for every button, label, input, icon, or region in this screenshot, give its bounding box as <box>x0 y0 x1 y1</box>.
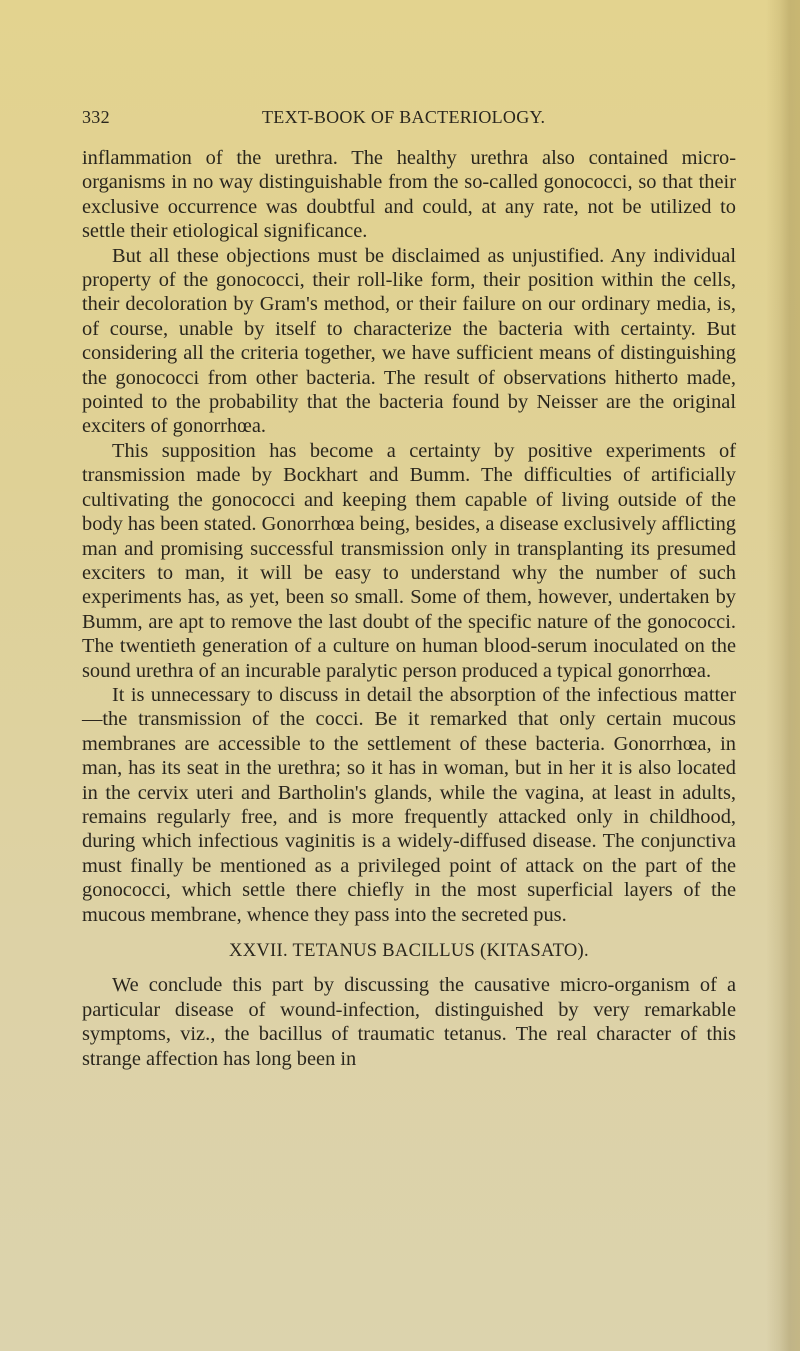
paragraph-continued: inflammation of the urethra. The healthy urethra also contained micro-organisms in no way distinguishable from the so-called gonococci, so that their exclusive occurrence was doubtful and could, at any rate, not be utilized to settle their etiological significance. <box>82 147 736 243</box>
section-heading: XXVII. TETANUS BACILLUS (KITASATO). <box>229 941 589 961</box>
paragraph: This supposition has become a certainty by positive experiments of transmission made by Bockhart and Bumm. The difficulties of artificially cultivating the gonococci and keeping them capable of living outside of the body has been stated. Gonorrhœa being, besides, a disease exclusively afflicting man and promising successful transmission only in transplanting its presumed exciters to man, it will be easy to understand why the number of such experiments has, as yet, been so small. Some of them, however, undertaken by Bumm, are apt to remove the last doubt of the specific nature of the gonococci. The twentieth generation of a culture on human blood-serum inoculated on the sound urethra of an incurable paralytic person produced a typical gonorrhœa. <box>82 439 736 682</box>
body-text <box>82 146 736 1071</box>
paragraph: We conclude this part by discussing the causative micro-organism of a particular disease of wound-infection, distinguished by very remarkable symptoms, viz., the bacillus of traumatic tetanus. The real character of this strange affection has long been in <box>82 974 736 1070</box>
page-number: 332 <box>82 107 110 127</box>
paragraph: It is unnecessary to discuss in detail the absorption of the infectious matter—the transmission of the cocci. Be it remarked that only certain mucous membranes are accessible to the settlement of these bacteria. Gonorrhœa, in man, has its seat in the urethra; so it has in woman, but in her it is also located in the cervix uteri and Bartholin's glands, while the vagina, at least in adults, remains regularly free, and is more frequently attacked only in childhood, during which infectious vaginitis is a widely-diffused disease. The conjunctiva must finally be mentioned as a privileged point of attack on the part of the gonococci, which settle there chiefly in the most superficial layers of the mucous membrane, whence they pass into the secreted pus. <box>82 683 736 926</box>
book-binding-shadow <box>766 0 800 1351</box>
running-head-title: TEXT-BOOK OF BACTERIOLOGY. <box>262 107 546 127</box>
running-head <box>82 107 736 129</box>
paragraph: But all these objections must be disclaimed as unjustified. Any individual property of the gonococci, their roll-like form, their position within the cells, their decoloration by Gram's method, or their failure on our ordinary media, is, of course, unable by itself to characterize the bacteria with certainty. But considering all the criteria together, we have sufficient means of distinguishing the gonococci from other bacteria. The result of observations hitherto made, pointed to the probability that the bacteria found by Neisser are the original exciters of gonorrhœa. <box>82 244 736 438</box>
